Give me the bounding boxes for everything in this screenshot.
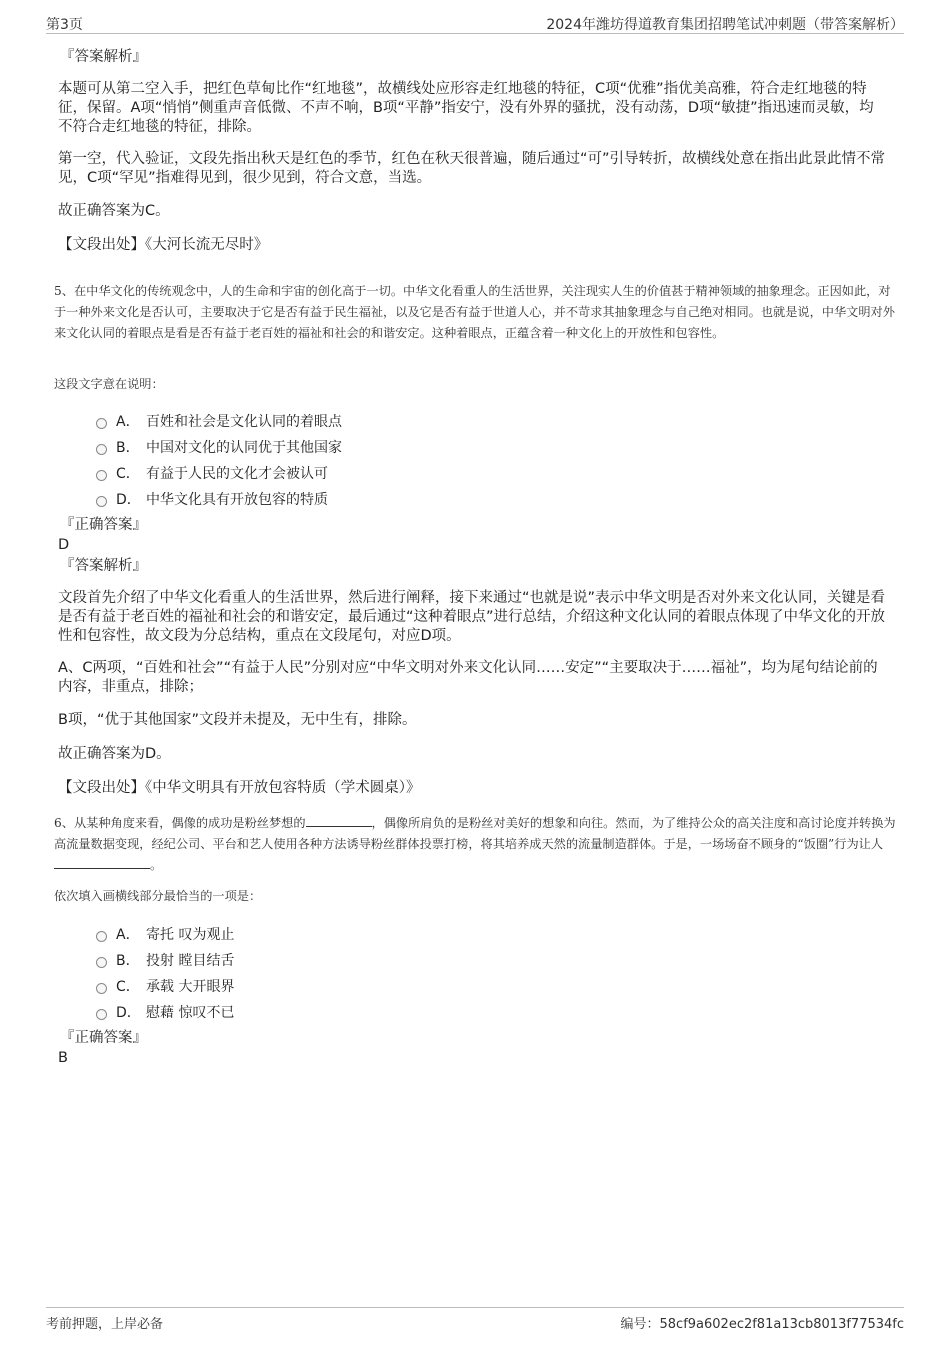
correct-answer-label: 『正确答案』 bbox=[60, 517, 147, 533]
correct-answer-label: 『正确答案』 bbox=[60, 1030, 147, 1046]
analysis-conclusion: 故正确答案为D。 bbox=[58, 746, 171, 762]
analysis-label: 『答案解析』 bbox=[60, 558, 147, 574]
footer-divider bbox=[46, 1307, 904, 1308]
option-c[interactable] bbox=[96, 463, 328, 483]
option-d[interactable] bbox=[96, 489, 328, 509]
radio-icon[interactable] bbox=[96, 418, 107, 429]
option-letter: B． bbox=[116, 953, 140, 969]
analysis-paragraph: A、C两项，“百姓和社会”“有益于人民”分别对应“中华文明对外来文化认同……安定”“主要取决于……福祉”，均为尾句结论前的内容，非重点，排除； bbox=[58, 660, 878, 695]
header-divider bbox=[46, 33, 904, 34]
question-prompt: 依次填入画横线部分最恰当的一项是： bbox=[54, 889, 262, 903]
option-b[interactable] bbox=[96, 437, 342, 457]
fill-blank-1 bbox=[306, 814, 372, 827]
option-text: 中华文化具有开放包容的特质 bbox=[146, 492, 328, 508]
option-letter: B． bbox=[116, 440, 140, 456]
question-stem: 5、在中华文化的传统观念中，人的生命和宇宙的创化高于一切。中华文化看重人的生活世界，关注现实人生的价值甚于精神领域的抽象理念。正因如此，对于一种外来文化是否认可，主要取决于它是否有益于民生福祉，以及它是否有益于世道人心，并不苛求其抽象理念与自己绝对相同。也就是说，中华文明对外来文化认同的着眼点是看是否有益于老百姓的福祉和社会的和谐安定。这种着眼点，正蕴含着一种文化上的开放性和包容性。 bbox=[54, 284, 895, 340]
option-letter: D． bbox=[116, 492, 141, 508]
analysis-paragraph: B项，“优于其他国家”文段并未提及，无中生有，排除。 bbox=[58, 712, 417, 728]
document-id: 编号：58cf9a602ec2f81a13cb8013f77534fc bbox=[620, 1317, 904, 1332]
option-text: 承载 大开眼界 bbox=[146, 979, 235, 995]
option-text: 百姓和社会是文化认同的着眼点 bbox=[146, 414, 342, 430]
radio-icon[interactable] bbox=[96, 1009, 107, 1020]
option-letter: A． bbox=[116, 414, 140, 430]
option-c[interactable] bbox=[96, 976, 234, 996]
question-prompt: 这段文字意在说明： bbox=[54, 377, 164, 391]
radio-icon[interactable] bbox=[96, 931, 107, 942]
option-text: 寄托 叹为观止 bbox=[146, 927, 235, 943]
option-text: 有益于人民的文化才会被认可 bbox=[146, 466, 328, 482]
radio-icon[interactable] bbox=[96, 983, 107, 994]
option-text: 投射 瞠目结舌 bbox=[146, 953, 235, 969]
analysis-paragraph: 本题可从第二空入手，把红色草甸比作“红地毯”，故横线处应形容走红地毯的特征，C项“优雅”指优美高雅，符合走红地毯的特征，保留。A项“悄悄”侧重声音低微、不声不响，B项“平静”指安宁，没有外界的骚扰，没有动荡，D项“敏捷”指迅速而灵敏，均不符合走红地毯的特征，排除。 bbox=[58, 81, 874, 135]
option-d[interactable] bbox=[96, 1002, 234, 1022]
stem-text: 6、从某种角度来看，偶像的成功是粉丝梦想的 bbox=[54, 816, 306, 830]
analysis-paragraph: 文段首先介绍了中华文化看重人的生活世界，然后进行阐释，接下来通过“也就是说”表示中华文明是否对外来文化认同，关键是看是否有益于老百姓的福祉和社会的和谐安定，最后通过“这种着眼点”进行总结，介绍这种文化认同的着眼点体现了中华文化的开放性和包容性，故文段为分总结构，重点在文段尾句，对应D项。 bbox=[58, 590, 886, 644]
stem-text: 。 bbox=[150, 858, 163, 872]
source-citation: 【文段出处】《中华文明具有开放包容特质（学术圆桌）》 bbox=[58, 780, 421, 796]
stem-text: ，偶像所肩负的是粉丝对美好的想象和向往。然而，为了维持公众的高关注度和高讨论度并转换为高流量数据变现，经纪公司、平台和艺人使用各种方法诱导粉丝群体投票打榜，将其培养成天然的流量制造群体。于是，一场场奋不顾身的“饭圈”行为让人 bbox=[54, 816, 896, 851]
correct-answer: B bbox=[58, 1050, 68, 1066]
option-letter: A． bbox=[116, 927, 140, 943]
analysis-label: 『答案解析』 bbox=[60, 49, 147, 65]
page-number: 第3页 bbox=[46, 17, 83, 33]
option-letter: C． bbox=[116, 466, 140, 482]
analysis-conclusion: 故正确答案为C。 bbox=[58, 203, 170, 219]
option-text: 中国对文化的认同优于其他国家 bbox=[146, 440, 342, 456]
footer-slogan: 考前押题，上岸必备 bbox=[46, 1317, 164, 1332]
source-citation: 【文段出处】《大河长流无尽时》 bbox=[58, 237, 269, 253]
correct-answer: D bbox=[58, 537, 70, 553]
option-letter: D． bbox=[116, 1005, 141, 1021]
fill-blank-2 bbox=[54, 856, 150, 869]
radio-icon[interactable] bbox=[96, 957, 107, 968]
radio-icon[interactable] bbox=[96, 444, 107, 455]
radio-icon[interactable] bbox=[96, 470, 107, 481]
option-a[interactable] bbox=[96, 924, 234, 944]
option-letter: C． bbox=[116, 979, 140, 995]
option-b[interactable] bbox=[96, 950, 234, 970]
document-title: 2024年潍坊得道教育集团招聘笔试冲刺题（带答案解析） bbox=[546, 17, 904, 33]
radio-icon[interactable] bbox=[96, 496, 107, 507]
analysis-paragraph: 第一空，代入验证，文段先指出秋天是红色的季节，红色在秋天很普遍，随后通过“可”引导转折，故横线处意在指出此景此情不常见，C项“罕见”指难得见到，很少见到，符合文意，当选。 bbox=[58, 151, 886, 186]
question-stem bbox=[54, 813, 899, 876]
option-text: 慰藉 惊叹不已 bbox=[146, 1005, 235, 1021]
option-a[interactable] bbox=[96, 411, 342, 431]
